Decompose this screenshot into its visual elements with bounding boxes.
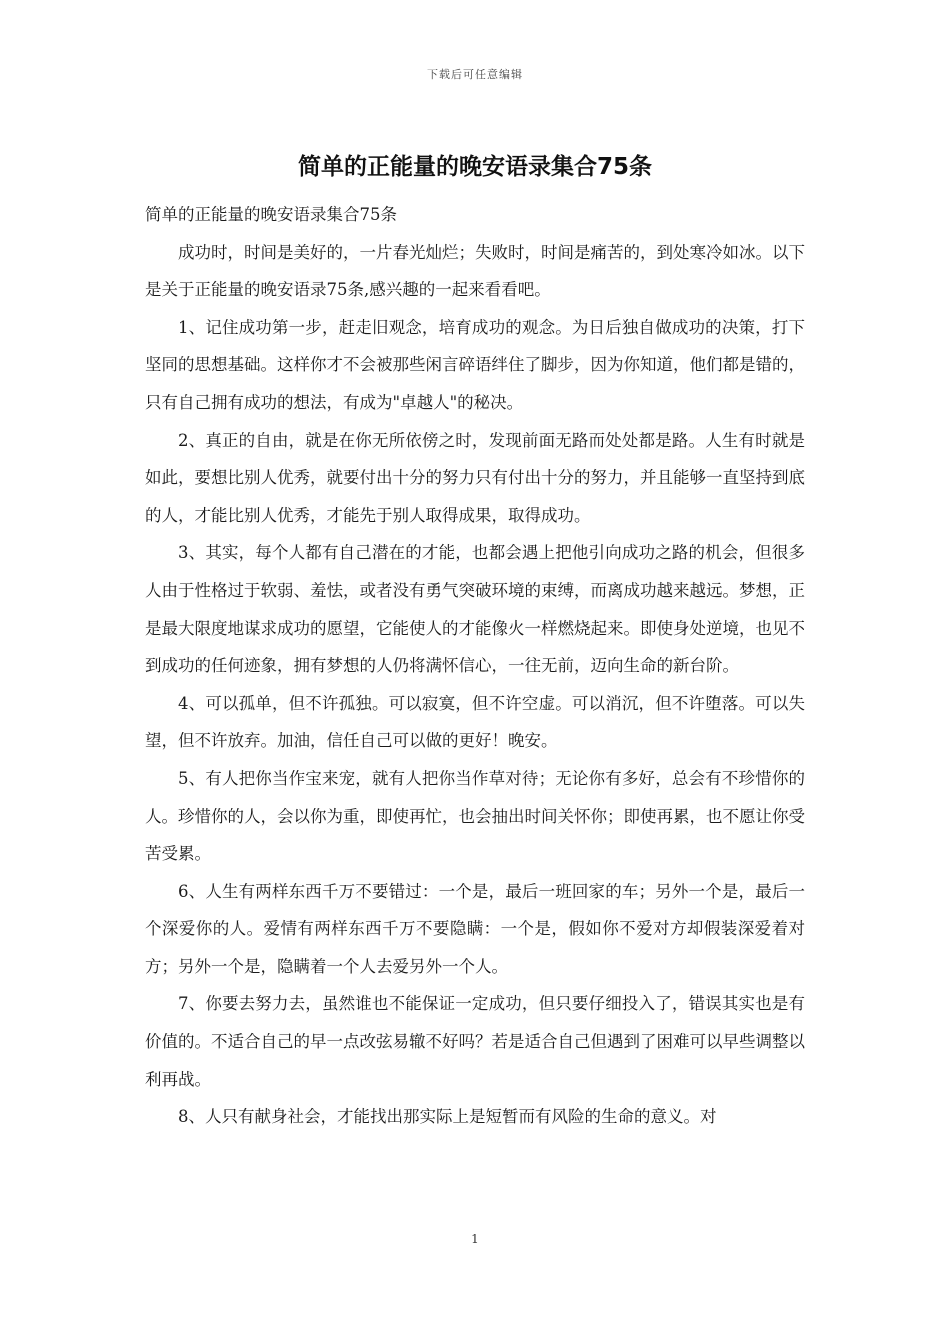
paragraph-quote-2: 2、真正的自由，就是在你无所依傍之时，发现前面无路而处处都是路。人生有时就是如此，要想比别人优秀，就要付出十分的努力只有付出十分的努力，并且能够一直坚持到底的人，才能比别人优秀，才能先于别人取得成果，取得成功。	[145, 430, 805, 525]
paragraph-quote-1: 1、记住成功第一步，赶走旧观念，培育成功的观念。为日后独自做成功的决策，打下坚同的思想基础。这样你才不会被那些闲言碎语绊住了脚步，因为你知道，他们都是错的，只有自己拥有成功的想法，有成为"卓越人"的秘决。	[145, 317, 805, 412]
paragraph-quote-3: 3、其实，每个人都有自己潜在的才能，也都会遇上把他引向成功之路的机会，但很多人由于性格过于软弱、羞怯，或者没有勇气突破环境的束缚，而离成功越来越远。梦想，正是最大限度地谋求成功的愿望，它能使人的才能像火一样燃烧起来。即使身处逆境，也见不到成功的任何迹象，拥有梦想的人仍将满怀信心，一往无前，迈向生命的新台阶。	[145, 543, 805, 676]
document-body	[145, 196, 805, 1136]
paragraph-quote-5: 5、有人把你当作宝来宠，就有人把你当作草对待；无论你有多好，总会有不珍惜你的人。珍惜你的人，会以你为重，即使再忙，也会抽出时间关怀你；即使再累，也不愿让你受苦受累。	[145, 768, 805, 864]
paragraph-quote-7: 7、你要去努力去，虽然谁也不能保证一定成功，但只要仔细投入了，错误其实也是有价值的。不适合自己的早一点改弦易辙不好吗？若是适合自己但遇到了困难可以早些调整以利再战。	[145, 994, 805, 1089]
document-subtitle: 简单的正能量的晚安语录集合75条	[145, 205, 397, 224]
paragraph-intro: 成功时，时间是美好的，一片春光灿烂；失败时，时间是痛苦的，到处寒冷如冰。以下是关于正能量的晚安语录75条,感兴趣的一起来看看吧。	[145, 242, 805, 300]
paragraph-quote-4: 4、可以孤单，但不许孤独。可以寂寞，但不许空虚。可以消沉，但不许堕落。可以失望，但不许放弃。加油，信任自己可以做的更好！晚安。	[145, 693, 805, 751]
page-number: 1	[471, 1232, 479, 1246]
paragraph-quote-6: 6、人生有两样东西千万不要错过：一个是，最后一班回家的车；另外一个是，最后一个深爱你的人。爱情有两样东西千万不要隐瞒：一个是，假如你不爱对方却假装深爱着对方；另外一个是，隐瞒着一个人去爱另外一个人。	[145, 881, 805, 976]
paragraph-quote-8: 8、人只有献身社会，才能找出那实际上是短暂而有风险的生命的意义。对	[178, 1107, 717, 1127]
document-title: 简单的正能量的晚安语录集合75条	[297, 154, 652, 180]
header-note: 下载后可任意编辑	[427, 68, 523, 81]
